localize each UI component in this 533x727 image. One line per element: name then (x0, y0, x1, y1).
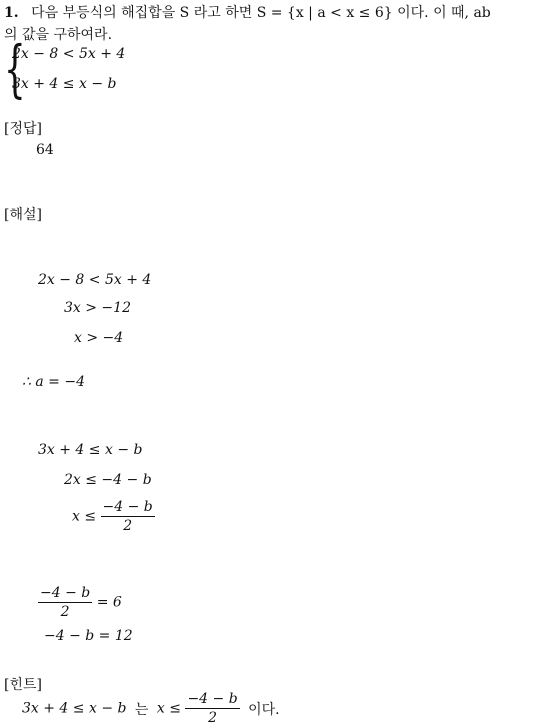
system-equation-2: 3x + 4 ≤ x − b (12, 76, 117, 92)
hint-inequality: 3x + 4 ≤ x − b (22, 700, 127, 717)
fraction-denominator: 2 (60, 604, 70, 620)
fraction-numerator: −4 − b (187, 691, 238, 707)
solution-step2-line3 (72, 498, 155, 535)
problem-text-line1: 다음 부등식의 해집합을 S 라고 하면 S = {x | a < x ≤ 6} 이다. 이 때, ab (31, 5, 491, 21)
solution-step2-fraction (101, 498, 155, 535)
fraction-denominator: 2 (123, 518, 133, 534)
solution-conclusion: ∴ a = −4 (22, 374, 85, 390)
solution-step2-line3-lhs: x ≤ (72, 508, 97, 525)
hint-lhs: x ≤ (156, 700, 181, 717)
problem-text-line2: 의 값을 구하여라. (4, 27, 113, 43)
solution-step3-line1 (38, 584, 122, 621)
solution-step1-line1: 2x − 8 < 5x + 4 (38, 272, 152, 288)
answer-value: 64 (36, 142, 54, 158)
solution-step3-line2: −4 − b = 12 (44, 628, 133, 644)
fraction-numerator: −4 − b (40, 585, 91, 601)
solution-step2-line2: 2x ≤ −4 − b (64, 472, 152, 488)
hint-particle: 는 (134, 701, 149, 718)
problem-number: 1. (4, 5, 19, 21)
fraction-denominator: 2 (208, 710, 218, 726)
system-brace: { (4, 32, 26, 105)
solution-step1-line2: 3x > −12 (64, 300, 131, 316)
solution-step3-rhs: = 6 (96, 594, 122, 611)
solution-label: [해설] (4, 207, 42, 223)
answer-label: [정답] (4, 121, 42, 137)
system-equation-1: 2x − 8 < 5x + 4 (12, 46, 126, 62)
problem-statement (4, 2, 491, 22)
hint-label: [힌트] (4, 677, 42, 693)
solution-step2-line1: 3x + 4 ≤ x − b (38, 442, 143, 458)
solution-step1-line3: x > −4 (74, 330, 124, 346)
hint-fraction (185, 690, 239, 727)
solution-step3-fraction (38, 584, 92, 621)
hint-text (22, 690, 280, 727)
fraction-numerator: −4 − b (102, 499, 153, 515)
hint-ending: 이다. (248, 701, 280, 718)
